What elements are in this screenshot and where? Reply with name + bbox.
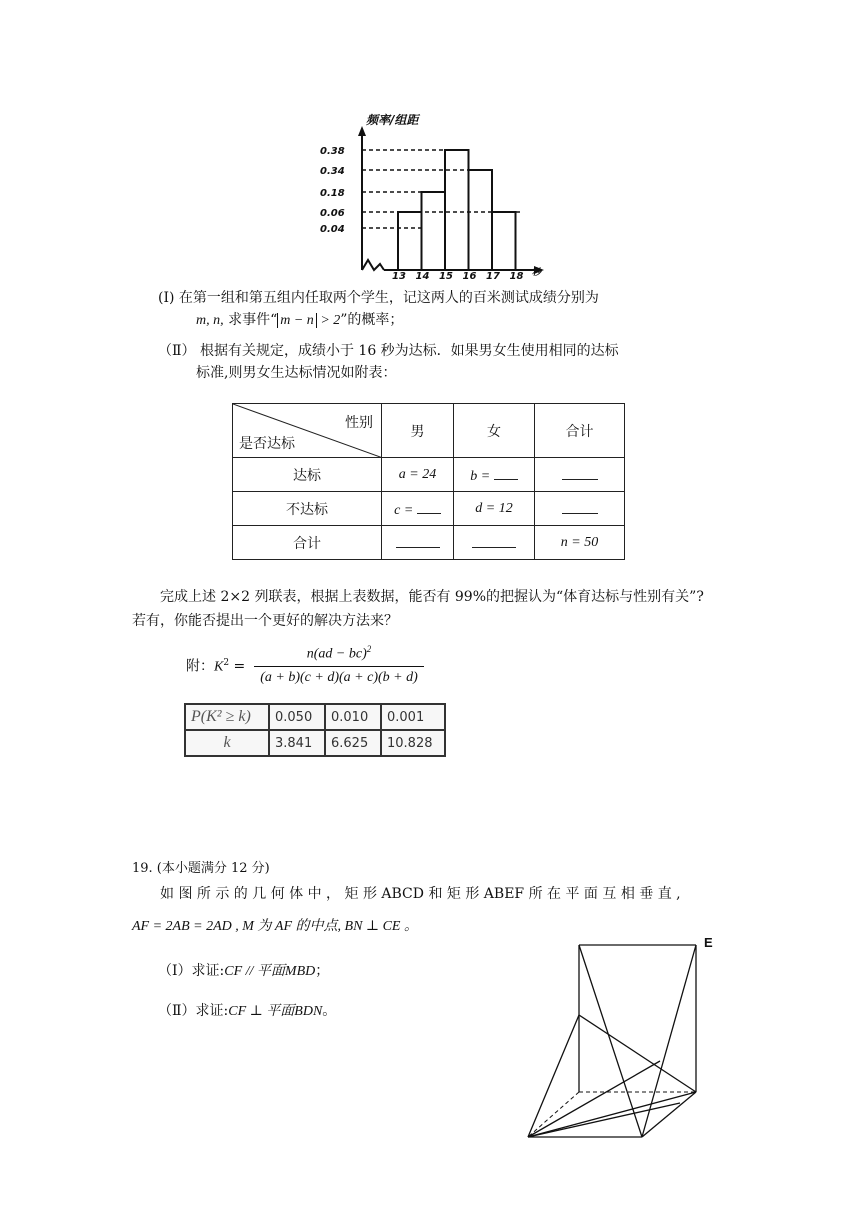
histogram-bar-15-16 — [445, 150, 469, 270]
frequency-histogram — [318, 108, 550, 280]
cell-c: c = — [382, 492, 454, 526]
k-value-2: 6.625 — [325, 730, 381, 756]
y-tick-label: 0.06 — [320, 208, 345, 219]
y-tick-label: 0.04 — [320, 224, 345, 235]
part2-label: （Ⅱ） — [158, 343, 196, 359]
formula-prefix: 附：$K^2$ = — [186, 658, 246, 675]
corner-top: 性别 — [345, 415, 373, 431]
critical-value-table — [184, 703, 446, 757]
x-axis-break — [362, 260, 384, 270]
k-value-3: 10.828 — [381, 730, 445, 756]
cell-b: b = — [454, 458, 535, 492]
p-value-1: 0.050 — [269, 704, 325, 730]
x-tick-label: 16 — [462, 271, 477, 280]
histogram-bar-14-15 — [422, 192, 446, 270]
p19-part1-label: （Ⅰ）求证: — [158, 963, 225, 979]
part2-text1: 根据有关规定，成绩小于 16 秒为达标．如果男女生使用相同的达标 — [199, 343, 619, 359]
x-axis-unit: 秒 — [532, 268, 542, 278]
part1-end: ”的概率； — [340, 312, 404, 328]
row-total-label: 合计 — [233, 526, 382, 560]
problem19-title: 19. (本小题满分 12 分) — [132, 861, 270, 876]
x-tick-label: 17 — [486, 271, 500, 280]
part1-line2 — [196, 311, 403, 330]
part1-label: (Ⅰ) — [158, 290, 175, 306]
formula-numerator: n(ad − bc)$^2$ — [306, 644, 372, 662]
row-unqualified-label: 不达标 — [233, 492, 382, 526]
question-line1: 完成上述 2×2 列联表，根据上表数据，能否有 99%的把握认为“体育达标与性别有关”? — [160, 589, 704, 605]
abs-expression: m − n — [277, 313, 317, 328]
fraction-bar — [254, 666, 424, 667]
header-total: 合计 — [535, 404, 625, 458]
y-tick-label: 0.38 — [320, 146, 345, 157]
k-header: k — [185, 730, 269, 756]
y-tick-label: 0.18 — [320, 188, 345, 199]
x-tick-label: 14 — [415, 271, 430, 280]
cell-row1-total — [535, 458, 625, 492]
histogram-bar-16-17 — [469, 170, 493, 270]
x-tick-label: 18 — [509, 271, 524, 280]
part1-text: 在第一组和第五组内任取两个学生，记这两人的百米测试成绩分别为 — [178, 290, 599, 306]
formula-fraction — [254, 640, 424, 687]
corner-bottom: 是否达标 — [239, 436, 295, 452]
geometry-figure — [520, 935, 720, 1145]
part1-line1 — [158, 289, 599, 307]
part1-text2: 求事件“ — [228, 312, 278, 328]
cell-female-total — [454, 526, 535, 560]
p-header: P(K² ≥ k) — [185, 704, 269, 730]
question-line2: 若有，你能否提出一个更好的解决方法来？ — [132, 613, 398, 629]
problem19-intro-line1: 如 图 所 示 的 几 何 体 中 ， 矩 形 ABCD 和 矩 形 ABEF 所 在 平 面 互 相 垂 直 , — [160, 886, 681, 902]
p-value-3: 0.001 — [381, 704, 445, 730]
histogram-bar-17-18 — [492, 212, 516, 270]
x-tick-label: 13 — [392, 271, 406, 280]
problem19-part2: （Ⅱ）求证:CF ⊥ 平面BDN。 — [158, 1003, 337, 1019]
p19-part2-label: （Ⅱ）求证: — [158, 1003, 229, 1019]
y-axis-arrow — [358, 126, 366, 136]
problem19-part1: （Ⅰ）求证:CF // 平面MBD； — [158, 963, 330, 979]
label-E: E — [704, 935, 713, 950]
x-tick-label: 15 — [439, 271, 453, 280]
problem19-intro-line2: AF = 2AB = 2AD , M 为 AF 的中点, BN ⊥ CE 。 — [132, 919, 418, 934]
header-female: 女 — [454, 404, 535, 458]
abs-inequality: > 2 — [316, 313, 341, 328]
formula-denominator: (a + b)(c + d)(a + c)(b + d) — [260, 669, 418, 685]
cell-d: d = 12 — [454, 492, 535, 526]
part1-vars: m, n, — [196, 313, 224, 328]
k-value-1: 3.841 — [269, 730, 325, 756]
part2-line2: 标准,则男女生达标情况如附表： — [196, 365, 397, 381]
corner-cell — [233, 404, 382, 458]
y-tick-label: 0.34 — [320, 166, 345, 177]
p19-part1-expr: CF // 平面MBD — [224, 964, 316, 979]
p-value-2: 0.010 — [325, 704, 381, 730]
p19-part2-expr: CF ⊥ 平面BDN — [228, 1004, 323, 1019]
histogram-ylabel: 频率/组距 — [366, 113, 419, 127]
part2-line1 — [158, 342, 619, 360]
row-qualified-label: 达标 — [233, 458, 382, 492]
cell-row2-total — [535, 492, 625, 526]
cell-a: a = 24 — [382, 458, 454, 492]
header-male: 男 — [382, 404, 454, 458]
histogram-bar-13-14 — [398, 212, 422, 270]
cell-n: n = 50 — [535, 526, 625, 560]
contingency-table — [232, 403, 625, 560]
cell-male-total — [382, 526, 454, 560]
